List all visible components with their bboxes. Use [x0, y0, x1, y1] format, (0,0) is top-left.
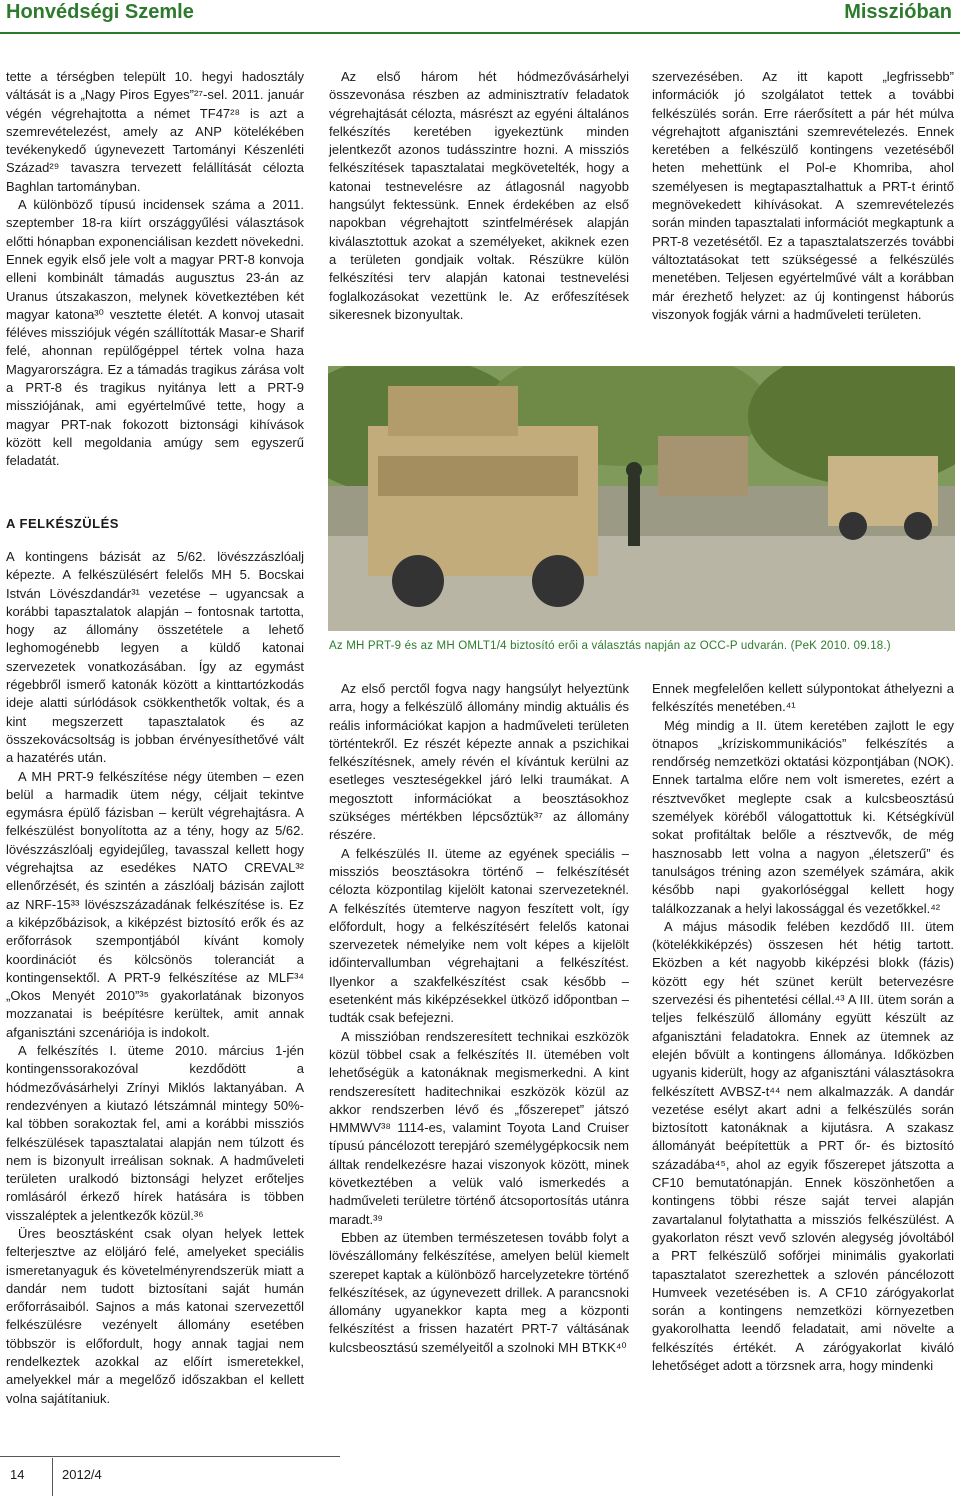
running-header [0, 0, 960, 34]
column-2-bottom [329, 680, 629, 1357]
paragraph: A misszióban rendszeresített technikai eszközök közül többel csak a felkészítés II. ütemében volt lehetőségük a katonáknak megismerkedni. A kint rendszeresített haditechnikai eszközök közül az akkor rendszerben lévő és „főszerepet” játszó HMMWV³⁸ 1114-es, valamint Toyota Land Cruiser típusú páncélozott terepjáró személygépkocsik nem álltak rendelkezésre hazai viszonyok között, minek következtében a velük való ismerkedés a hadműveleti területre történő átcsoportosítás utánra maradt.³⁹ [329, 1028, 629, 1227]
paragraph: Üres beosztásként csak olyan helyek lettek felterjesztve az elöljáró felé, amelyeket speciális ismeretanyaguk és követelményrendszerük miatt a dandár nem tudott biztosítani saját humán erőforrásaiból. Sajnos a más katonai szervezettől felkészülésre vezényelt állomány esetében többször is előfordult, hogy annak tagjai nem rendelkeztek azokkal az előírt ismeretekkel, amelyekkel már a megelőző időszakban el kellett volna sajátítaniuk. [6, 1225, 304, 1406]
footer-rule [0, 1456, 340, 1457]
paragraph: A felkészítés I. üteme 2010. március 1-jén kontingenssorakozóval kezdődött a hódmezővásárhelyi Zrínyi Miklós laktanyában. A rendezvényen a kiutazó létszámnál mintegy 50%-kal többen sorakoztak fel, ami a korábbi missziós felkészülések tapasztalatai alapján nem túlzott és nem is bizonyult irreálisan soknak. A hadműveleti területen uralkodó biztonsági helyzet erőteljes romlásáról érkező hírek hatására is többen visszaléptek a jelentkezők közül.³⁶ [6, 1043, 304, 1223]
page-number: 14 [10, 1467, 25, 1482]
paragraph: Ebben az ütemben természetesen tovább folyt a lövészállomány felkészítése, amelyen belül kiemelt szerepet kaptak a különböző harcelyzetekre történő felkészítések, az úgynevezett drillek. A parancsnoki állomány ugyanekkor kapta meg a központi felkészítést a frissen hazatért PRT-7 váltásának kulcsbeosztású személyeitől a szolnoki MH BTKK⁴⁰ [329, 1229, 629, 1355]
photo-illustration [328, 366, 955, 631]
paragraph: tette a térségben települt 10. hegyi hadosztály váltását is a „Nagy Piros Egyes”²⁷-sel. 2011. január végén végrehajtotta a német TF47²⁸ is azt a szemrevételezést, amely az ANP kötelékében tevékenykedő úgynevezett Tartományi Készenléti Század²⁹ tavaszra tervezett felállítását célozta Baghlan tartományban. [6, 69, 304, 194]
paragraph: szervezésében. Az itt kapott „legfrissebb” információk jó szolgálatot tettek a további felkészülés során. Erre ráerősített a pár hét múlva végrehajtott afganisztáni szemrevételezés. Ennek keretében a felkészülő kontingens vezetéséből heten mehettünk el Pol-e Khomriba, ahol személyesen is megtapasztalhattuk a PRT-t érintő megnövekedett kihívásokat. A szemrevételezés során minden tapasztalati információt megkaptunk a PRT-8 vezetésétől. Ez a tapasztalatszerzés további változtatásokat tett szükségessé a felkészülés menetében. Teljesen egyértelművé vált a korábban már érezhető helyzet: az új kontingenst háborús viszonyok fogják várni a hadműveleti területen. [652, 69, 954, 322]
paragraph: Még mindig a II. ütem keretében zajlott le egy ötnapos „kríziskommunikációs” felkészítés a rendőrség nemzetközi oktatási központjában (NOK). Ennek tartalma előre nem volt ismeretes, ezért a résztvevőket meglepte csak a kulcsbeosztású személyek köréből válogattottuk ki. Kétségkívül sokat profitáltak belőle a résztvevők, de még hasznosabb lett volna a nagyon „életszerű” és tanulságos tréning azon személyek számára, akik később napi gyakorlóséggal kellett hogy találkozzanak a helyi lakossággal és vezetőkkel.⁴² [652, 717, 954, 916]
journal-title: Honvédségi Szemle [6, 1, 194, 23]
paragraph: Ennek megfelelően kellett súlypontokat áthelyezni a felkészítés menetében.⁴¹ [652, 681, 954, 715]
paragraph: A MH PRT-9 felkészítése négy ütemben – ezen belül a harmadik ütem négy, céljait tekintve egymásra épülő fázisban – került végrehajtásra. A felkészülést bonyolította az a tény, hogy az 5/62. lövészzászlóalj egyidejűleg, tavasszal kellett hogy végrehajtsa az esedékes NATO CREVAL³² ellenőrzését, és szintén a zászlóalj bázisán zajlott az NRF-15³³ lövészszázadának felkészítése is. Ez a kiképzőbázisok, a kiképzést biztosító erők és az erőforrások szempontjából kívánt komoly koordinációt és kölcsönös toleranciát a kontingensektől. A PRT-9 felkészítése az MLF³⁴ „Okos Menyét 2010”³⁵ gyakorlatának bizonyos mozzanatai is beépítésre kerültek, amit annak afganisztáni szcenáriója is indokolt. [6, 768, 304, 1040]
military-vehicles-photo [328, 366, 955, 631]
paragraph: Az első három hét hódmezővásárhelyi összevonása részben az adminisztratív feladatok végrehajtását célozta, másrészt az egyéni általános felkészítés keretében igyekeztünk minden jelentkezőt azonos tudásszintre hozni. A missziós felkészítések tapasztalatai megkövetelték, hogy a katonai testnevelésre az átlagosnál nagyobb hangsúlyt fektessünk. Ennek érdekében az első napokban végrehajtott szintfelmérések alapján kiválasztottuk azokat a személyeket, akiknek ezen a területen gondjaik voltak. Részükre külön felkészítési terv alapján katonai testnevelési foglalkozásokat vezettünk le. Az erőfeszítések sikeresnek bizonyultak. [329, 69, 629, 322]
paragraph: Az első perctől fogva nagy hangsúlyt helyeztünk arra, hogy a felkészülő állomány mindig aktuális és reális információkat kapjon a hadműveleti területen történtekről. Ez részét képezte annak a pszichikai felkészítésnek, amely révén el kívántuk kerülni az esetleges veszteségekkel járó lelki traumákat. A megosztott információkat a beosztásokhoz szükséges mértékben lépcsőztük³⁷ az állomány részére. [329, 681, 629, 843]
footer-separator [52, 1458, 53, 1496]
paragraph: A felkészülés II. üteme az egyének speciális – missziós beosztásokra történő – felkészítését célozta központilag kijelölt katonai szervezeteknél. A felkészítés ütemterve nagyon feszített volt, így előfordult, hogy a felkészítésért felelős katonai szervezetek némelyike nem volt képes a kijelölt időintervallumban végrehajtani a felkészítést. Ilyenkor a szakfelkészítést csak később – esetenként más kiképzésekkel ütköző időpontban – tudták csak befejezni. [329, 845, 629, 1026]
column-3-bottom [652, 680, 954, 1375]
photo-caption: Az MH PRT-9 és az MH OMLT1/4 biztosító erői a választás napján az OCC-P udvarán. (PeK 2010. 09.18.) [329, 640, 891, 652]
issue-number: 2012/4 [62, 1467, 102, 1482]
paragraph: A kontingens bázisát az 5/62. lövészzászlóalj képezte. A felkészülésért felelős MH 5. Bocskai István Lövészdandár³¹ vezetése – ugyancsak a korábbi tapasztalatok alapján – fontosnak tartotta, hogy az állomány összetétele a lehető leghomogénebb legyen a küldő katonai szervezetek vonatkozásában. Így az egymást régebbről ismerő katonák között a kinttartózkodás ideje alatti súrlódások csökkenthetők voltak, és a kint megszerzett tapasztalatok és az összekovácsoltság is jobban érvényesíthetővé vált a hazatérés után. [6, 549, 304, 766]
column-3-top [652, 68, 954, 324]
paragraph: A május második felében kezdődő III. ütem (kötelékkiképzés) összesen hét hétig tartott. Eközben a két nagyobb kiképzési blokk (fázis) között egy hét szünet került betervezésre szervezési és pihentetési céllal.⁴³ A III. ütem során a teljes felkészülő állomány együtt készült az afganisztáni feladatokra. Ennek az ütemnek az elején bővült a kontingens állománya. Időközben ugyanis kiderült, hogy az afganisztáni választásokra felkészített AVBSZ-t⁴⁴ nem alkalmazzák. A dandár vezetése esélyt akart adni a felkészülés során biztosított katonáknak a kijutásra. A szakasz állományát beépítettük a PRT őr- és biztosító századába⁴⁵, ahol az egyik főszerepet játszotta a CF10 bemutatónapján. Ennek köszönhetően a kontingens többi része saját tervei alapján zavartalanul folytathatta a missziós felkészülést. A gyakorlaton részt vevő szlovén alegység jóvoltából a PRT felkészülő sofőrjei minimális gyakorlati tapasztalatot szerezhettek a szlovén páncélozott Humveek vezetésében is. A CF10 zárógyakorlat során a kontingens nemzetközi környezetben gyakorolhatta leendő feladatait, ami növelte a felkészítés értékét. A zárógyakorlat kiváló lehetőséget adott a törzsnek arra, hogy mindenki [652, 918, 954, 1373]
paragraph: A különböző típusú incidensek száma a 2011. szeptember 18-ra kiírt országgyűlési választások előtti hónapban exponenciálisan kezdett növekedni. Ennek egyik első jele volt a magyar PRT-8 konvoja elleni kombinált támadás augusztus 23-án az Uranus útszakaszon, melynek következtében két magyar katona³⁰ vesztette életét. A konvoj utasait féléves missziójuk végén szállították Masar-e Sharif felé, ahonnan repülőgéppel tértek volna haza Magyarországra. Ez a támadás tragikus zárása volt a PRT-8 és tragikus nyitánya lett a PRT-9 missziójának, ami egyértelművé tette, hogy a magyar PRT-nak fokozott biztonsági kihívások között kell megoldania amúgy sem egyszerű feladatát. [6, 197, 304, 469]
column-1-top [6, 68, 304, 471]
section-title: Misszióban [844, 1, 952, 23]
column-2-top [329, 68, 629, 324]
column-1-bottom [6, 548, 304, 1408]
section-heading: A FELKÉSZÜLÉS [6, 516, 119, 531]
